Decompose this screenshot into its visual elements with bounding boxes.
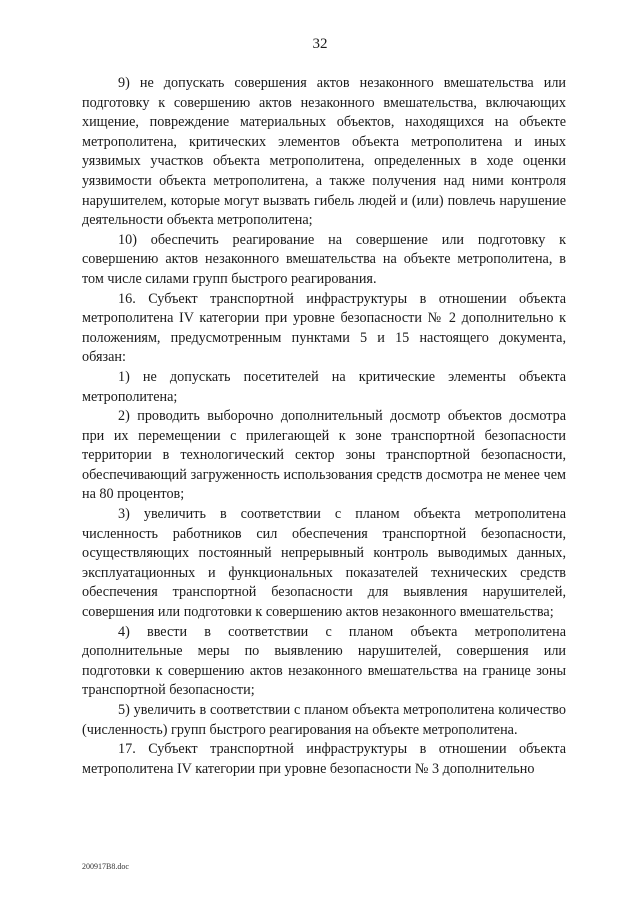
paragraph-item-3: 3) увеличить в соответствии с планом объекта метрополитена численность работников сил обеспечения транспортной безопасности, осуществляющих постоянный непрерывный контроль выводимых данных, эксплуатационных и функциональных показателей технических средств обеспечения транспортной безопасности для выявления нарушителей, совершения или подготовки к совершению актов незаконного вмешательства;	[82, 506, 566, 621]
footer-filename: 200917В8.doc	[82, 862, 129, 871]
paragraph-item-9: 9) не допускать совершения актов незаконного вмешательства или подготовку к совершению актов незаконного вмешательства, включающих хищение, повреждение материальных объектов, находящихся на объекте метрополитена, критических элементов объекта метрополитена и иных уязвимых участков объекта метрополитена, определенных в ходе оценки уязвимости объекта метрополитена, а также получения над ними контроля нарушителем, которые могут вызвать гибель людей и (или) повлечь нарушение деятельности объекта метрополитена;	[82, 75, 566, 229]
paragraph-item-4: 4) ввести в соответствии с планом объекта метрополитена дополнительные меры по выявлению нарушителей, совершения или подготовки к совершению актов незаконного вмешательства на границе зоны транспортной безопасности;	[82, 623, 566, 699]
paragraph-clause-16: 16. Субъект транспортной инфраструктуры в отношении объекта метрополитена IV категории при уровне безопасности № 2 дополнительно к положениям, предусмотренным пунктами 5 и 15 настоящего документа, обязан:	[82, 290, 566, 366]
paragraph-item-5: 5) увеличить в соответствии с планом объекта метрополитена количество (численность) групп быстрого реагирования на объекте метрополитена.	[82, 702, 566, 738]
paragraph-clause-17: 17. Субъект транспортной инфраструктуры в отношении объекта метрополитена IV категории при уровне безопасности № 3 дополнительно	[82, 741, 566, 777]
paragraph-item-1: 1) не допускать посетителей на критические элементы объекта метрополитена;	[82, 368, 566, 405]
page-number: 32	[312, 36, 328, 52]
paragraph-item-2: 2) проводить выборочно дополнительный досмотр объектов досмотра при их перемещении с прилегающей к зоне транспортной безопасности территории в технологический сектор зоны транспортной безопасности, обеспечивающий загруженность использования средств досмотра не менее чем на 80 процентов;	[82, 408, 566, 503]
document-body	[82, 74, 566, 779]
paragraph-item-10: 10) обеспечить реагирование на совершение или подготовку к совершению актов незаконного вмешательства на объекте метрополитена, в том числе силами групп быстрого реагирования.	[82, 231, 566, 287]
